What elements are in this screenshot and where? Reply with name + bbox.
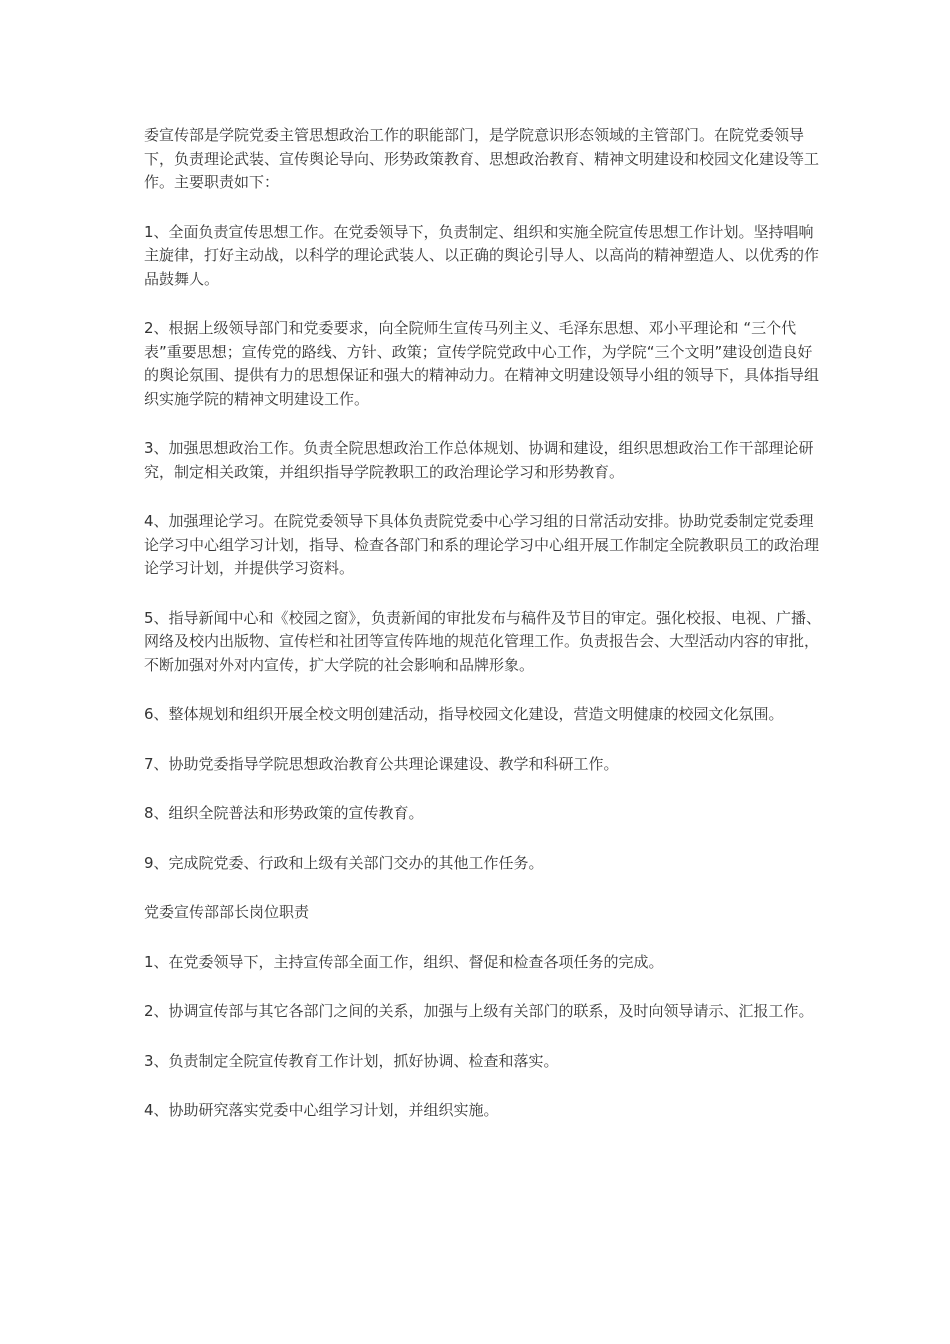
head-duty-item-2: 2、协调宣传部与其它各部门之间的关系，加强与上级有关部门的联系，及时向领导请示、汇报工作。 (144, 1002, 814, 1020)
head-duty-item-1: 1、在党委领导下，主持宣传部全面工作，组织、督促和检查各项任务的完成。 (144, 952, 664, 971)
duty-item-8: 8、组织全院普法和形势政策的宣传教育。 (144, 804, 424, 822)
duty-item-9: 9、完成院党委、行政和上级有关部门交办的其他工作任务。 (144, 853, 544, 872)
document-body (144, 124, 824, 1149)
section-title: 党委宣传部部长岗位职责 (144, 903, 310, 921)
duty-item-1: 1、全面负责宣传思想工作。在党委领导下，负责制定、组织和实施全院宣传思想工作计划。坚持唱响主旋律，打好主动战，以科学的理论武装人、以正确的舆论引导人、以高尚的精神塑造人、以优秀的作品鼓舞人。 (144, 222, 820, 288)
duty-item-2: 2、根据上级领导部门和党委要求，向全院师生宣传马列主义、毛泽东思想、邓小平理论和 “三个代表”重要思想；宣传党的路线、方针、政策；宣传学院党政中心工作，为学院“三个文明”建设创造良好的舆论氛围、提供有力的思想保证和强大的精神动力。在精神文明建设领导小组的领导下，具体指导组织实施学院的精神文明建设工作。 (144, 319, 820, 408)
head-duty-item-4: 4、协助研究落实党委中心组学习计划，并组织实施。 (144, 1101, 499, 1119)
intro-paragraph: 委宣传部是学院党委主管思想政治工作的职能部门，是学院意识形态领域的主管部门。在院党委领导下，负责理论武装、宣传舆论导向、形势政策教育、思想政治教育、精神文明建设和校园文化建设等工作。主要职责如下： (144, 126, 820, 191)
duty-item-6: 6、整体规划和组织开展全校文明创建活动，指导校园文化建设，营造文明健康的校园文化氛围。 (144, 705, 784, 723)
head-duty-item-3: 3、负责制定全院宣传教育工作计划，抓好协调、检查和落实。 (144, 1051, 559, 1070)
duty-item-4: 4、加强理论学习。在院党委领导下具体负责院党委中心学习组的日常活动安排。协助党委制定党委理论学习中心组学习计划，指导、检查各部门和系的理论学习中心组开展工作制定全院教职员工的政治理论学习计划，并提供学习资料。 (144, 512, 820, 577)
duty-item-3: 3、加强思想政治工作。负责全院思想政治工作总体规划、协调和建设，组织思想政治工作干部理论研究，制定相关政策，并组织指导学院教职工的政治理论学习和形势教育。 (144, 439, 814, 481)
duty-item-7: 7、协助党委指导学院思想政治教育公共理论课建设、教学和科研工作。 (144, 754, 619, 773)
duty-item-5: 5、指导新闻中心和《校园之窗》，负责新闻的审批发布与稿件及节目的审定。强化校报、电视、广播、网络及校内出版物、宣传栏和社团等宣传阵地的规范化管理工作。负责报告会、大型活动内容的审批，不断加强对外对内宣传，扩大学院的社会影响和品牌形象。 (144, 608, 822, 674)
